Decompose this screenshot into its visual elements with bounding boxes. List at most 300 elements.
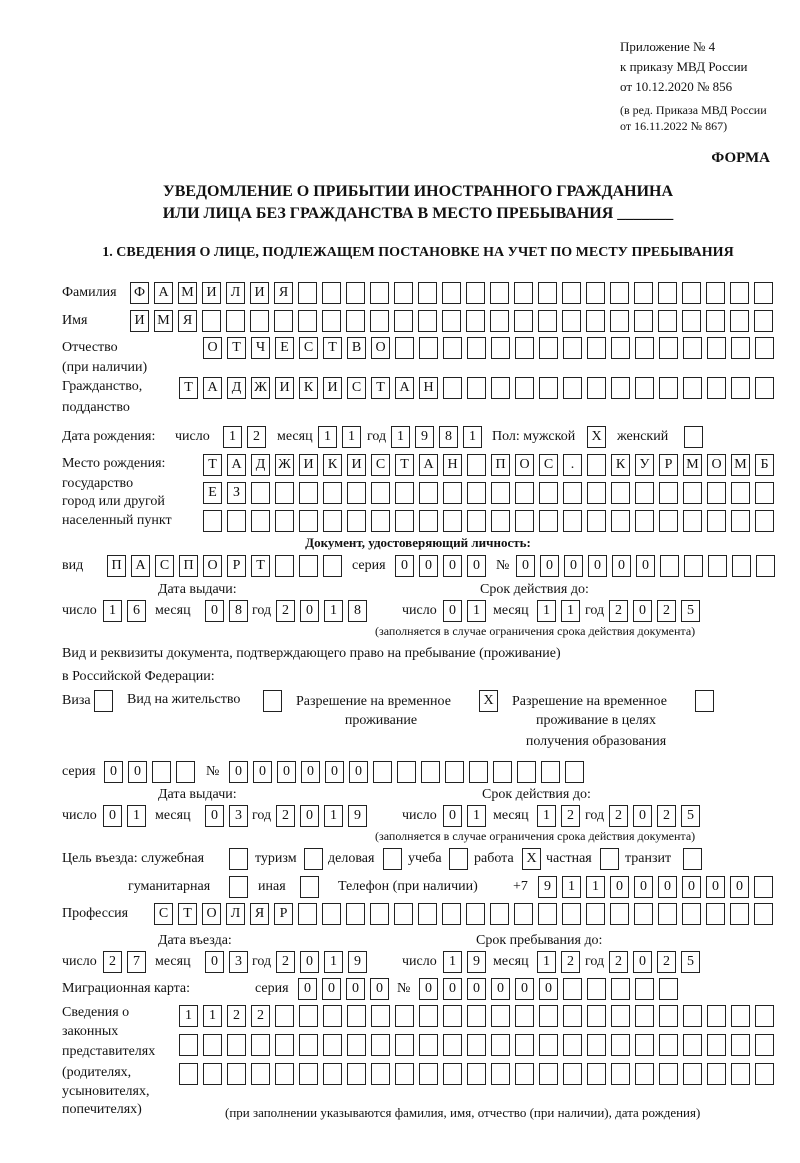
- cell[interactable]: Е: [275, 337, 294, 359]
- cell[interactable]: [587, 337, 606, 359]
- edu-residence-checkbox[interactable]: [695, 690, 714, 712]
- cell[interactable]: 1: [537, 805, 556, 827]
- id-doc-type-cells[interactable]: [107, 555, 347, 577]
- cell[interactable]: [634, 282, 653, 304]
- cell[interactable]: И: [347, 454, 366, 476]
- purpose-tourism-checkbox[interactable]: [304, 848, 323, 870]
- cell[interactable]: [371, 1063, 390, 1085]
- temp-residence-checkbox[interactable]: X: [479, 690, 498, 712]
- cell[interactable]: [611, 337, 630, 359]
- patronymic-cells[interactable]: [203, 337, 779, 359]
- representatives-cells-2[interactable]: [179, 1034, 779, 1056]
- purpose-work-checkbox[interactable]: X: [522, 848, 541, 870]
- cell[interactable]: [708, 555, 727, 577]
- sex-male-checkbox[interactable]: X: [587, 426, 606, 448]
- cell[interactable]: [347, 482, 366, 504]
- cell[interactable]: Т: [227, 337, 246, 359]
- cell[interactable]: [418, 903, 437, 925]
- cell[interactable]: 2: [276, 600, 295, 622]
- cell[interactable]: 0: [205, 805, 224, 827]
- cell[interactable]: [203, 1034, 222, 1056]
- cell[interactable]: [634, 310, 653, 332]
- cell[interactable]: О: [515, 454, 534, 476]
- cell[interactable]: П: [179, 555, 198, 577]
- cell[interactable]: [275, 510, 294, 532]
- cell[interactable]: [731, 1063, 750, 1085]
- cell[interactable]: Ч: [251, 337, 270, 359]
- cell[interactable]: [683, 1005, 702, 1027]
- cell[interactable]: [370, 310, 389, 332]
- cell[interactable]: 8: [348, 600, 367, 622]
- cell[interactable]: И: [299, 454, 318, 476]
- cell[interactable]: [299, 1005, 318, 1027]
- cell[interactable]: [706, 310, 725, 332]
- cell[interactable]: [421, 761, 440, 783]
- cell[interactable]: [322, 282, 341, 304]
- cell[interactable]: 0: [419, 978, 438, 1000]
- cell[interactable]: [443, 337, 462, 359]
- cell[interactable]: 2: [276, 951, 295, 973]
- cell[interactable]: 0: [103, 805, 122, 827]
- cell[interactable]: З: [227, 482, 246, 504]
- cell[interactable]: [755, 1063, 774, 1085]
- cell[interactable]: [587, 454, 606, 476]
- cell[interactable]: [563, 978, 582, 1000]
- surname-cells[interactable]: [130, 282, 778, 304]
- cell[interactable]: [635, 377, 654, 399]
- cell[interactable]: И: [275, 377, 294, 399]
- cell[interactable]: С: [347, 377, 366, 399]
- cell[interactable]: К: [323, 454, 342, 476]
- cell[interactable]: Д: [227, 377, 246, 399]
- cell[interactable]: [202, 310, 221, 332]
- cell[interactable]: [731, 337, 750, 359]
- cell[interactable]: [610, 282, 629, 304]
- cell[interactable]: [466, 903, 485, 925]
- cell[interactable]: [706, 903, 725, 925]
- cell[interactable]: [755, 1005, 774, 1027]
- cell[interactable]: 2: [657, 600, 676, 622]
- cell[interactable]: [275, 555, 294, 577]
- representatives-cells-3[interactable]: [179, 1063, 779, 1085]
- cell[interactable]: [515, 1034, 534, 1056]
- cell[interactable]: [490, 903, 509, 925]
- cell[interactable]: Ф: [130, 282, 149, 304]
- cell[interactable]: [538, 903, 557, 925]
- cell[interactable]: [611, 510, 630, 532]
- cell[interactable]: Д: [251, 454, 270, 476]
- sex-female-checkbox[interactable]: [684, 426, 703, 448]
- cell[interactable]: [683, 510, 702, 532]
- cell[interactable]: [275, 1034, 294, 1056]
- cell[interactable]: [275, 1005, 294, 1027]
- cell[interactable]: 1: [324, 951, 343, 973]
- cell[interactable]: Т: [251, 555, 270, 577]
- cell[interactable]: А: [131, 555, 150, 577]
- cell[interactable]: [514, 282, 533, 304]
- cell[interactable]: 8: [229, 600, 248, 622]
- cell[interactable]: [298, 282, 317, 304]
- cell[interactable]: А: [203, 377, 222, 399]
- cell[interactable]: Я: [250, 903, 269, 925]
- cell[interactable]: [250, 310, 269, 332]
- cell[interactable]: [731, 377, 750, 399]
- cell[interactable]: [660, 555, 679, 577]
- cell[interactable]: [490, 310, 509, 332]
- id-valid-month-cells[interactable]: [537, 600, 585, 622]
- cell[interactable]: 0: [633, 600, 652, 622]
- cell[interactable]: 1: [324, 600, 343, 622]
- stay-month-cells[interactable]: [537, 951, 585, 973]
- cell[interactable]: О: [707, 454, 726, 476]
- profession-cells[interactable]: [154, 903, 778, 925]
- cell[interactable]: 3: [229, 805, 248, 827]
- cell[interactable]: 8: [439, 426, 458, 448]
- cell[interactable]: П: [107, 555, 126, 577]
- cell[interactable]: [683, 377, 702, 399]
- cell[interactable]: 0: [300, 805, 319, 827]
- cell[interactable]: 2: [276, 805, 295, 827]
- cell[interactable]: [323, 510, 342, 532]
- cell[interactable]: 0: [205, 951, 224, 973]
- cell[interactable]: Т: [395, 454, 414, 476]
- birthplace-cells-2[interactable]: [203, 482, 779, 504]
- cell[interactable]: [395, 1005, 414, 1027]
- cell[interactable]: [323, 1034, 342, 1056]
- cell[interactable]: [635, 978, 654, 1000]
- cell[interactable]: И: [250, 282, 269, 304]
- cell[interactable]: [491, 1063, 510, 1085]
- cell[interactable]: [565, 761, 584, 783]
- cell[interactable]: 0: [301, 761, 320, 783]
- cell[interactable]: [707, 337, 726, 359]
- cell[interactable]: [227, 1063, 246, 1085]
- cell[interactable]: [587, 1034, 606, 1056]
- cell[interactable]: Р: [659, 454, 678, 476]
- cell[interactable]: 0: [467, 978, 486, 1000]
- cell[interactable]: [467, 1034, 486, 1056]
- cell[interactable]: [443, 510, 462, 532]
- cell[interactable]: [635, 482, 654, 504]
- cell[interactable]: [659, 1063, 678, 1085]
- cell[interactable]: [419, 1005, 438, 1027]
- birth-month-cells[interactable]: [318, 426, 366, 448]
- cell[interactable]: 3: [229, 951, 248, 973]
- id-valid-day-cells[interactable]: [443, 600, 491, 622]
- cell[interactable]: [754, 876, 773, 898]
- cell[interactable]: [586, 903, 605, 925]
- cell[interactable]: [683, 482, 702, 504]
- cell[interactable]: [707, 377, 726, 399]
- cell[interactable]: Т: [203, 454, 222, 476]
- cell[interactable]: 0: [491, 978, 510, 1000]
- stay-issue-month-cells[interactable]: [205, 805, 253, 827]
- cell[interactable]: 5: [681, 600, 700, 622]
- cell[interactable]: [203, 510, 222, 532]
- cell[interactable]: 1: [537, 951, 556, 973]
- cell[interactable]: [394, 903, 413, 925]
- cell[interactable]: [323, 1005, 342, 1027]
- cell[interactable]: [562, 282, 581, 304]
- cell[interactable]: [659, 1005, 678, 1027]
- cell[interactable]: [251, 1063, 270, 1085]
- cell[interactable]: [395, 510, 414, 532]
- entry-month-cells[interactable]: [205, 951, 253, 973]
- cell[interactable]: [611, 482, 630, 504]
- cell[interactable]: [563, 1005, 582, 1027]
- cell[interactable]: [515, 510, 534, 532]
- id-doc-number-cells[interactable]: [516, 555, 780, 577]
- cell[interactable]: 0: [419, 555, 438, 577]
- cell[interactable]: [539, 1063, 558, 1085]
- cell[interactable]: 1: [127, 805, 146, 827]
- cell[interactable]: [395, 1063, 414, 1085]
- purpose-business-checkbox[interactable]: [383, 848, 402, 870]
- cell[interactable]: [467, 454, 486, 476]
- cell[interactable]: [755, 1034, 774, 1056]
- cell[interactable]: [611, 1034, 630, 1056]
- cell[interactable]: [443, 1034, 462, 1056]
- cell[interactable]: [635, 1034, 654, 1056]
- purpose-transit-checkbox[interactable]: [683, 848, 702, 870]
- cell[interactable]: 0: [730, 876, 749, 898]
- cell[interactable]: 0: [205, 600, 224, 622]
- cell[interactable]: [515, 1005, 534, 1027]
- cell[interactable]: 0: [300, 951, 319, 973]
- cell[interactable]: 0: [229, 761, 248, 783]
- cell[interactable]: [251, 510, 270, 532]
- cell[interactable]: [299, 555, 318, 577]
- cell[interactable]: [371, 482, 390, 504]
- cell[interactable]: 2: [609, 600, 628, 622]
- cell[interactable]: 0: [104, 761, 123, 783]
- cell[interactable]: [371, 1034, 390, 1056]
- cell[interactable]: Р: [227, 555, 246, 577]
- cell[interactable]: В: [347, 337, 366, 359]
- cell[interactable]: Р: [274, 903, 293, 925]
- stay-valid-day-cells[interactable]: [443, 805, 491, 827]
- cell[interactable]: [611, 1005, 630, 1027]
- cell[interactable]: [275, 1063, 294, 1085]
- cell[interactable]: [754, 282, 773, 304]
- cell[interactable]: 1: [537, 600, 556, 622]
- cell[interactable]: [442, 282, 461, 304]
- cell[interactable]: [491, 1005, 510, 1027]
- cell[interactable]: 0: [515, 978, 534, 1000]
- cell[interactable]: И: [130, 310, 149, 332]
- cell[interactable]: С: [155, 555, 174, 577]
- cell[interactable]: [634, 903, 653, 925]
- cell[interactable]: 6: [127, 600, 146, 622]
- cell[interactable]: [515, 482, 534, 504]
- cell[interactable]: О: [371, 337, 390, 359]
- cell[interactable]: [587, 1063, 606, 1085]
- cell[interactable]: [443, 377, 462, 399]
- cell[interactable]: [611, 1063, 630, 1085]
- representatives-cells-1[interactable]: [179, 1005, 779, 1027]
- cell[interactable]: [443, 1063, 462, 1085]
- cell[interactable]: 5: [681, 951, 700, 973]
- cell[interactable]: 1: [203, 1005, 222, 1027]
- cell[interactable]: [395, 1034, 414, 1056]
- cell[interactable]: [227, 510, 246, 532]
- cell[interactable]: 0: [516, 555, 535, 577]
- cell[interactable]: 0: [395, 555, 414, 577]
- cell[interactable]: [562, 310, 581, 332]
- cell[interactable]: [370, 282, 389, 304]
- cell[interactable]: 0: [540, 555, 559, 577]
- purpose-humanitarian-checkbox[interactable]: [229, 876, 248, 898]
- cell[interactable]: [274, 310, 293, 332]
- cell[interactable]: 0: [277, 761, 296, 783]
- cell[interactable]: [754, 903, 773, 925]
- purpose-private-checkbox[interactable]: [600, 848, 619, 870]
- cell[interactable]: 1: [318, 426, 337, 448]
- cell[interactable]: Л: [226, 903, 245, 925]
- id-issue-day-cells[interactable]: [103, 600, 151, 622]
- cell[interactable]: 9: [348, 805, 367, 827]
- cell[interactable]: [251, 1034, 270, 1056]
- cell[interactable]: 0: [349, 761, 368, 783]
- id-issue-month-cells[interactable]: [205, 600, 253, 622]
- cell[interactable]: [469, 761, 488, 783]
- cell[interactable]: М: [154, 310, 173, 332]
- cell[interactable]: [731, 1005, 750, 1027]
- cell[interactable]: [323, 482, 342, 504]
- cell[interactable]: [586, 310, 605, 332]
- cell[interactable]: [299, 510, 318, 532]
- cell[interactable]: .: [563, 454, 582, 476]
- cell[interactable]: 0: [443, 600, 462, 622]
- cell[interactable]: [491, 482, 510, 504]
- cell[interactable]: [251, 482, 270, 504]
- cell[interactable]: 2: [227, 1005, 246, 1027]
- stay-issue-year-cells[interactable]: [276, 805, 372, 827]
- migration-card-series-cells[interactable]: [298, 978, 394, 1000]
- cell[interactable]: [587, 482, 606, 504]
- cell[interactable]: 1: [324, 805, 343, 827]
- cell[interactable]: [275, 482, 294, 504]
- cell[interactable]: [635, 1005, 654, 1027]
- cell[interactable]: [658, 282, 677, 304]
- stay-valid-year-cells[interactable]: [609, 805, 705, 827]
- cell[interactable]: [682, 282, 701, 304]
- cell[interactable]: [658, 903, 677, 925]
- cell[interactable]: У: [635, 454, 654, 476]
- id-doc-series-cells[interactable]: [395, 555, 491, 577]
- cell[interactable]: [490, 282, 509, 304]
- cell[interactable]: 0: [253, 761, 272, 783]
- cell[interactable]: К: [611, 454, 630, 476]
- cell[interactable]: 1: [179, 1005, 198, 1027]
- cell[interactable]: 0: [370, 978, 389, 1000]
- cell[interactable]: [418, 310, 437, 332]
- cell[interactable]: [755, 482, 774, 504]
- cell[interactable]: [467, 337, 486, 359]
- cell[interactable]: 0: [564, 555, 583, 577]
- cell[interactable]: [539, 377, 558, 399]
- cell[interactable]: 7: [127, 951, 146, 973]
- cell[interactable]: [707, 482, 726, 504]
- cell[interactable]: Н: [419, 377, 438, 399]
- cell[interactable]: 2: [561, 951, 580, 973]
- cell[interactable]: 2: [609, 805, 628, 827]
- cell[interactable]: О: [203, 555, 222, 577]
- entry-year-cells[interactable]: [276, 951, 372, 973]
- cell[interactable]: [587, 510, 606, 532]
- cell[interactable]: Т: [323, 337, 342, 359]
- cell[interactable]: [731, 1034, 750, 1056]
- birth-year-cells[interactable]: [391, 426, 487, 448]
- cell[interactable]: А: [154, 282, 173, 304]
- cell[interactable]: 1: [586, 876, 605, 898]
- cell[interactable]: [176, 761, 195, 783]
- cell[interactable]: 2: [247, 426, 266, 448]
- cell[interactable]: 0: [443, 805, 462, 827]
- cell[interactable]: Н: [443, 454, 462, 476]
- cell[interactable]: Я: [178, 310, 197, 332]
- cell[interactable]: [373, 761, 392, 783]
- cell[interactable]: [152, 761, 171, 783]
- cell[interactable]: [517, 761, 536, 783]
- cell[interactable]: 0: [588, 555, 607, 577]
- cell[interactable]: [707, 1034, 726, 1056]
- cell[interactable]: К: [299, 377, 318, 399]
- cell[interactable]: [298, 310, 317, 332]
- birthplace-cells-1[interactable]: [203, 454, 779, 476]
- cell[interactable]: С: [154, 903, 173, 925]
- cell[interactable]: [347, 1005, 366, 1027]
- cell[interactable]: [635, 337, 654, 359]
- cell[interactable]: [755, 377, 774, 399]
- cell[interactable]: [539, 1005, 558, 1027]
- cell[interactable]: 1: [562, 876, 581, 898]
- cell[interactable]: Б: [755, 454, 774, 476]
- cell[interactable]: 0: [706, 876, 725, 898]
- cell[interactable]: [299, 482, 318, 504]
- cell[interactable]: 1: [467, 600, 486, 622]
- cell[interactable]: 9: [467, 951, 486, 973]
- cell[interactable]: И: [323, 377, 342, 399]
- cell[interactable]: [394, 282, 413, 304]
- cell[interactable]: Т: [178, 903, 197, 925]
- cell[interactable]: [538, 310, 557, 332]
- cell[interactable]: [467, 482, 486, 504]
- cell[interactable]: [491, 337, 510, 359]
- cell[interactable]: [610, 903, 629, 925]
- cell[interactable]: [493, 761, 512, 783]
- cell[interactable]: 9: [348, 951, 367, 973]
- cell[interactable]: 9: [538, 876, 557, 898]
- cell[interactable]: [563, 1063, 582, 1085]
- cell[interactable]: 5: [681, 805, 700, 827]
- cell[interactable]: [539, 1034, 558, 1056]
- cell[interactable]: 0: [634, 876, 653, 898]
- cell[interactable]: 1: [467, 805, 486, 827]
- cell[interactable]: М: [178, 282, 197, 304]
- cell[interactable]: [754, 310, 773, 332]
- cell[interactable]: [347, 1034, 366, 1056]
- cell[interactable]: [203, 1063, 222, 1085]
- purpose-other-checkbox[interactable]: [300, 876, 319, 898]
- cell[interactable]: 0: [612, 555, 631, 577]
- cell[interactable]: 0: [300, 600, 319, 622]
- cell[interactable]: [539, 482, 558, 504]
- cell[interactable]: [445, 761, 464, 783]
- cell[interactable]: [491, 510, 510, 532]
- cell[interactable]: 0: [443, 555, 462, 577]
- cell[interactable]: 1: [223, 426, 242, 448]
